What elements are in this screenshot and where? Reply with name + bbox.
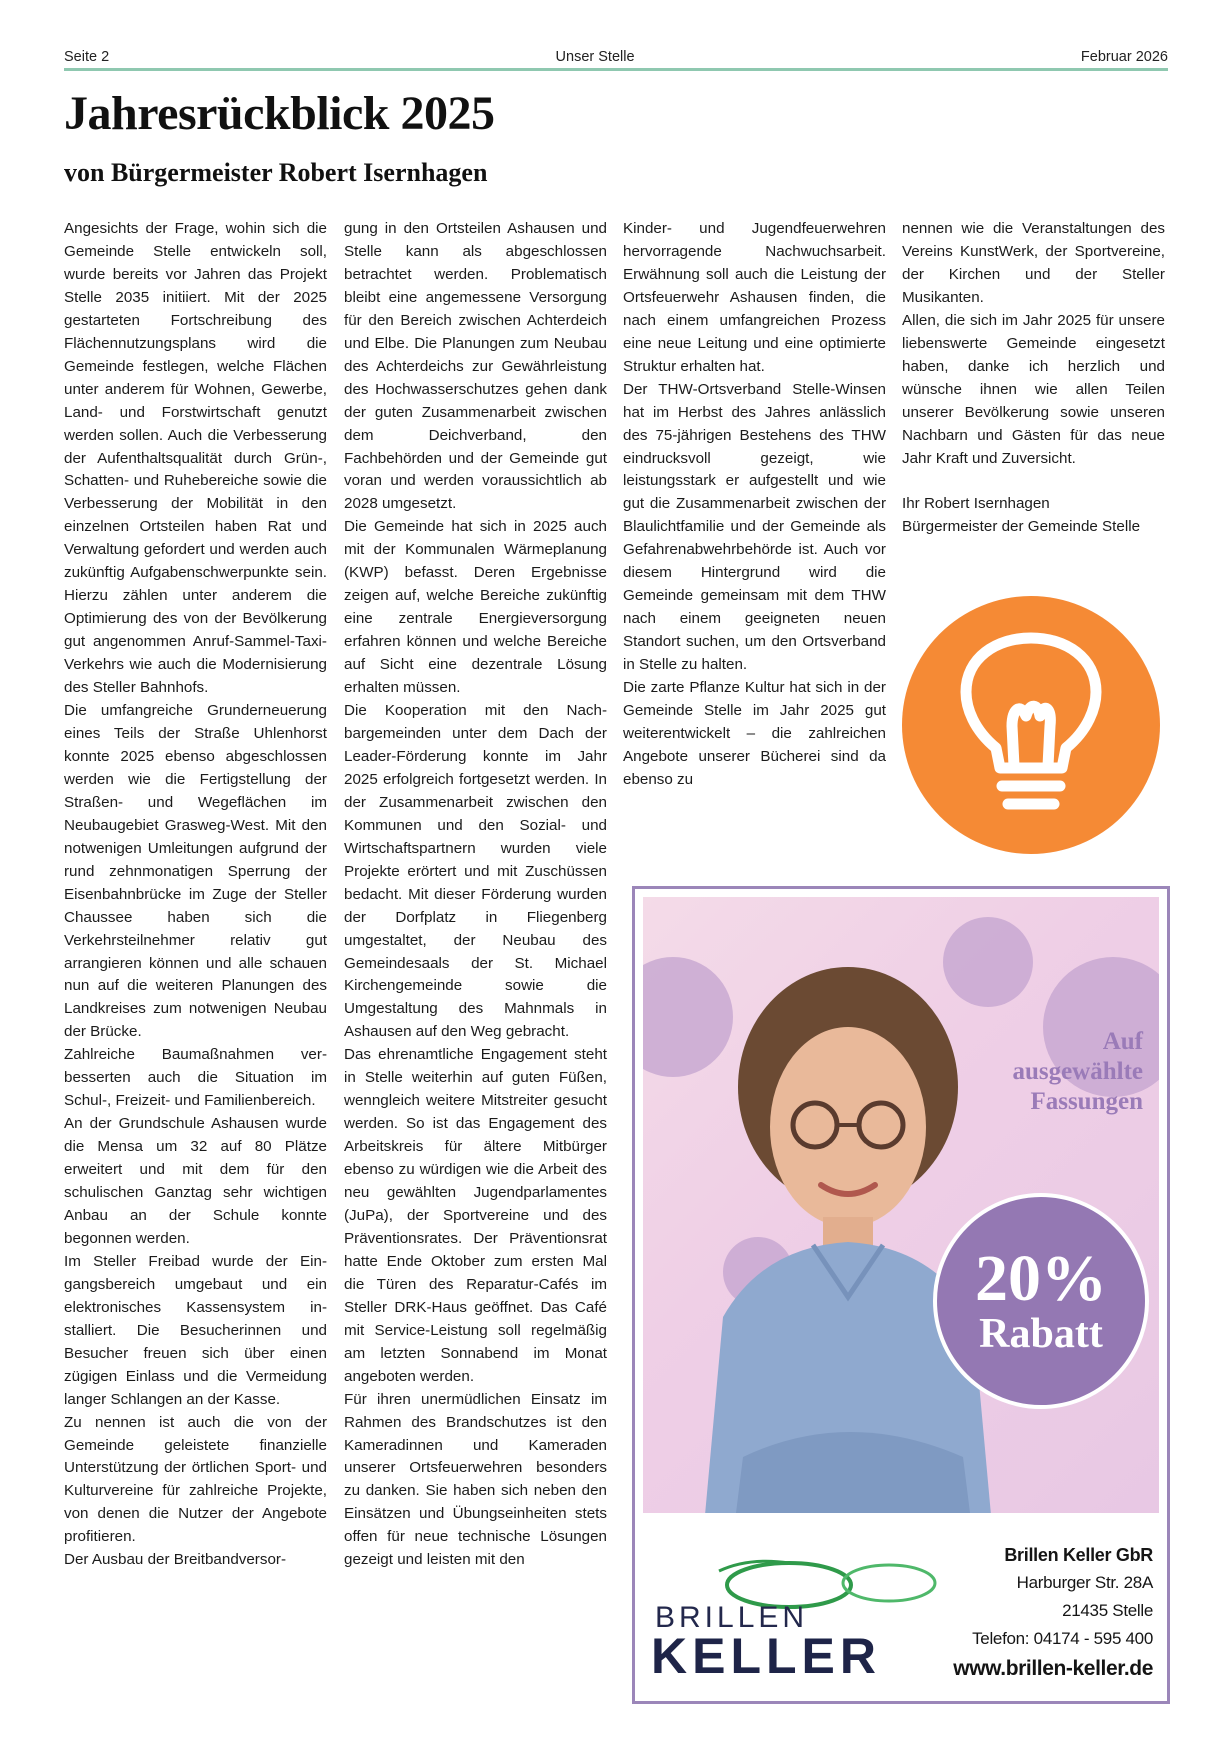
paragraph: Der Ausbau der Breitbandversor-: [64, 1551, 287, 1569]
paragraph: Allen, die sich im Jahr 2025 für unsere liebenswerte Gemeinde eingesetzt haben, danke ich herzlich und wünsche ihnen wie allen Teilen unserer Bevölkerung sowie unseren Nachbarn und Gästen für das neue Jahr Kraft und Zuversicht.: [902, 311, 1165, 467]
signature-role: Bürgermeister der Gemeinde Stelle: [902, 518, 1141, 536]
ad-headline: Auf ausgewählte Fassungen: [1012, 1028, 1143, 1115]
page-header: [64, 46, 1168, 68]
article-column-3: [623, 218, 886, 792]
street-address: Harburger Str. 28A: [1016, 1573, 1153, 1592]
discount-percent: 20%: [975, 1242, 1107, 1315]
article-subtitle: von Bürgermeister Robert Isernhagen: [64, 158, 488, 187]
paragraph: Die Gemeinde hat sich in 2025 auch mit der Kommunalen Wärmeplanung (KWP) befasst. Deren Ergebnisse zeigen auf, welche Bereiche zukünftig eine zentrale Energieversorgung erfahren können und welche Bereiche auf Sicht eine dezentrale Lösung erhalten müssen.: [344, 518, 607, 697]
paragraph: Die Kooperation mit den Nachbargemeinden unter dem Dach der Leader-Förderung konnte im Jahr 2025 erfolgreich fortgesetzt werden. In der Zusammenarbeit zwischen den Kommunen und den Sozial- und Wirtschaftspartnern wurden viele Projekte erörtert und mit Zuschüssen bedacht. Mit dieser Förderung wurden der Dorfplatz in Fliegenberg umgestaltet, der Neubau des Gemeindesaals der St. Michael Kirchengemeinde sowie die Umgestaltung des Mahnmals in Ashausen auf den Weg gebracht.: [344, 702, 607, 1041]
paragraph: Zahlreiche Baumaßnahmen verbesserten auch die Situation im Schul-, Freizeit- und Familienbereich.: [64, 1046, 327, 1110]
website-link[interactable]: www.brillen-keller.de: [953, 1657, 1153, 1680]
discount-badge: [933, 1193, 1149, 1409]
article-column-2: [344, 218, 607, 1572]
paragraph: Zu nennen ist auch die von der Gemeinde geleistete finanzielle Unterstützung der örtlichen Sport- und Kulturvereine für zahlreiche Projekte, von denen die Nutzer der Angebote profitieren.: [64, 1413, 327, 1546]
ad-contact-block: [953, 1541, 1153, 1685]
article-column-1: [64, 218, 327, 1572]
article-title: Jahresrückblick 2025: [64, 87, 495, 140]
article-column-4: [902, 218, 1165, 539]
lightbulb-illustration: [902, 596, 1160, 854]
paragraph: Die zarte Pflanze Kultur hat sich in der Gemeinde Stelle im Jahr 2025 gut weiterentwickelt – die zahlreichen Angebote unserer Bücherei sind da ebenso zu: [623, 679, 886, 788]
paragraph: Kinder- und Jugendfeuerwehren hervorragende Nachwuchsarbeit. Erwähnung soll auch die Leistung der Ortsfeuerwehr Ashausen finden, die nach einem umfangreichen Prozess eine neue Leitung und eine optimierte Struktur erhalten hat.: [623, 220, 886, 375]
paragraph: Das ehrenamtliche Engagement steht in Stelle weiterhin auf guten Füßen, wenngleich weitere Mitstreiter gesucht werden. So ist das Engagement des Arbeitskreis für ältere Mitbürger ebenso zu würdigen wie die Arbeit des neu gewählten Jugendparlamentes (JuPa), der Sportvereine und des Präventionsrates. Der Präventionsrat hatte Ende Oktober zum ersten Mal die Türen des Reparatur-Cafés im Steller DRK-Haus geöffnet. Das Café mit Service-Leistung soll regelmäßig am letzten Sonnabend im Monat angeboten werden.: [344, 1046, 607, 1385]
publication-name: Unser Stelle: [555, 49, 635, 65]
optician-advertisement: [632, 886, 1170, 1704]
paragraph: Für ihren unermüdlichen Einsatz im Rahmen des Brandschutzes ist den Kameradinnen und Kameraden unserer Ortsfeuerwehren besonders zu danken. Sie haben sich neben den Einsätzen und Übungseinheiten stets offen für neue technische Lösungen gezeigt und leisten mit den: [344, 1390, 607, 1569]
header-divider: [64, 68, 1168, 71]
paragraph: Der THW-Ortsverband Stelle-Winsen hat im Herbst des Jahres anlässlich des 75-jährigen Bestehens des THW eindrucksvoll gezeigt, wie leistungsstark er aufgestellt und wie gut die Zusammenarbeit zwischen der Blaulichtfamilie und der Gemeinde als Gefahrenabwehrbehörde ist. Auch vor diesem Hintergrund wird die Gemeinde gemeinsam mit dem THW nach einem geeigneten neuen Standort suchen, um den Ortsverband in Stelle zu halten.: [623, 380, 886, 674]
company-name: Brillen Keller GbR: [1004, 1545, 1153, 1565]
city-address: 21435 Stelle: [1062, 1601, 1153, 1620]
logo-word-brillen: BRILLEN: [655, 1601, 809, 1634]
discount-label: Rabatt: [979, 1311, 1103, 1357]
logo-word-keller: KELLER: [651, 1628, 881, 1684]
paragraph: nennen wie die Veranstaltungen des Vereins KunstWerk, der Sportvereine, der Kirchen und der Steller Musikanten.: [902, 220, 1165, 306]
paragraph: gung in den Ortsteilen Ashausen und Stelle kann als abgeschlossen betrachtet werden. Problematisch bleibt eine angemessene Versorgung für den Bereich zwischen Achterdeich und Elbe. Die Planungen zum Neubau des Achterdeichs zur Gewährleistung des Hochwasserschutzes gehen dank der guten Zusammenarbeit zwischen dem Deichverband, den Fachbehörden und der Gemeinde gut voran und werden voraussichtlich ab 2028 umgesetzt.: [344, 220, 607, 513]
issue-date: Februar 2026: [1080, 49, 1168, 65]
lightbulb-icon: [956, 630, 1106, 820]
phone-number: Telefon: 04174 - 595 400: [972, 1629, 1153, 1648]
paragraph: An der Grundschule Ashausen wurde die Mensa um 32 auf 80 Plätze erweitert und mit dem für den schulischen Ganztag sehr wichtigen Anbau an der Schule konnte begonnen werden.: [64, 1115, 327, 1247]
brillen-keller-logo: [649, 1549, 939, 1689]
paragraph: Angesichts der Frage, wohin sich die Gemeinde Stelle entwickeln soll, wurde bereits vor Jahren das Projekt Stelle 2035 initiiert. Mit der 2025 gestarteten Fortschreibung des Flächennutzungsplans wird die Gemeinde festlegen, welche Flächen unter anderem für Wohnen, Gewerbe, Land- und Forstwirtschaft genutzt werden sollen. Auch die Verbesserung der Aufenthaltsqualität durch Grün-, Schatten- und Ruhebereiche sowie die Verbesserung der Mobilität in den einzelnen Ortsteilen haben Rat und Verwaltung gefordert und werden auch zukünftig Aufgabenschwerpunkte sein. Hierzu zählen unter anderem die Optimierung des von der Bevölkerung gut angenommen Anruf-Sammel-Taxi-Verkehrs wie auch die Modernisierung des Steller Bahnhofs.: [64, 220, 327, 697]
page-number: Seite 2: [64, 49, 110, 65]
ad-photo: [643, 897, 1159, 1513]
signature-greeting: Ihr Robert Isernhagen: [902, 495, 1050, 513]
paragraph: Die umfangreiche Grunderneuerung eines Teils der Straße Uhlenhorst konnte 2025 ebenso abgeschlossen werden wie die Fertigstellung der Straßen- und Wegeflächen im Neubaugebiet Grasweg-West. Mit den notwenigen Umleitungen aufgrund der rund zehnmonatigen Sperrung der Eisenbahnbrücke im Zuge der Steller Chaussee haben sich die Verkehrsteilnehmer relativ gut arrangieren können und alle schauen nun auf die weiteren Planungen des Landkreises zum notwenigen Neubau der Brücke.: [64, 702, 327, 1041]
paragraph: Im Steller Freibad wurde der Eingangsbereich umgebaut und ein elektronisches Kassensystem installiert. Die Besucherinnen und Besucher freuen sich über einen zügigen Einlass und die Vermeidung langer Schlangen an der Kasse.: [64, 1252, 327, 1408]
